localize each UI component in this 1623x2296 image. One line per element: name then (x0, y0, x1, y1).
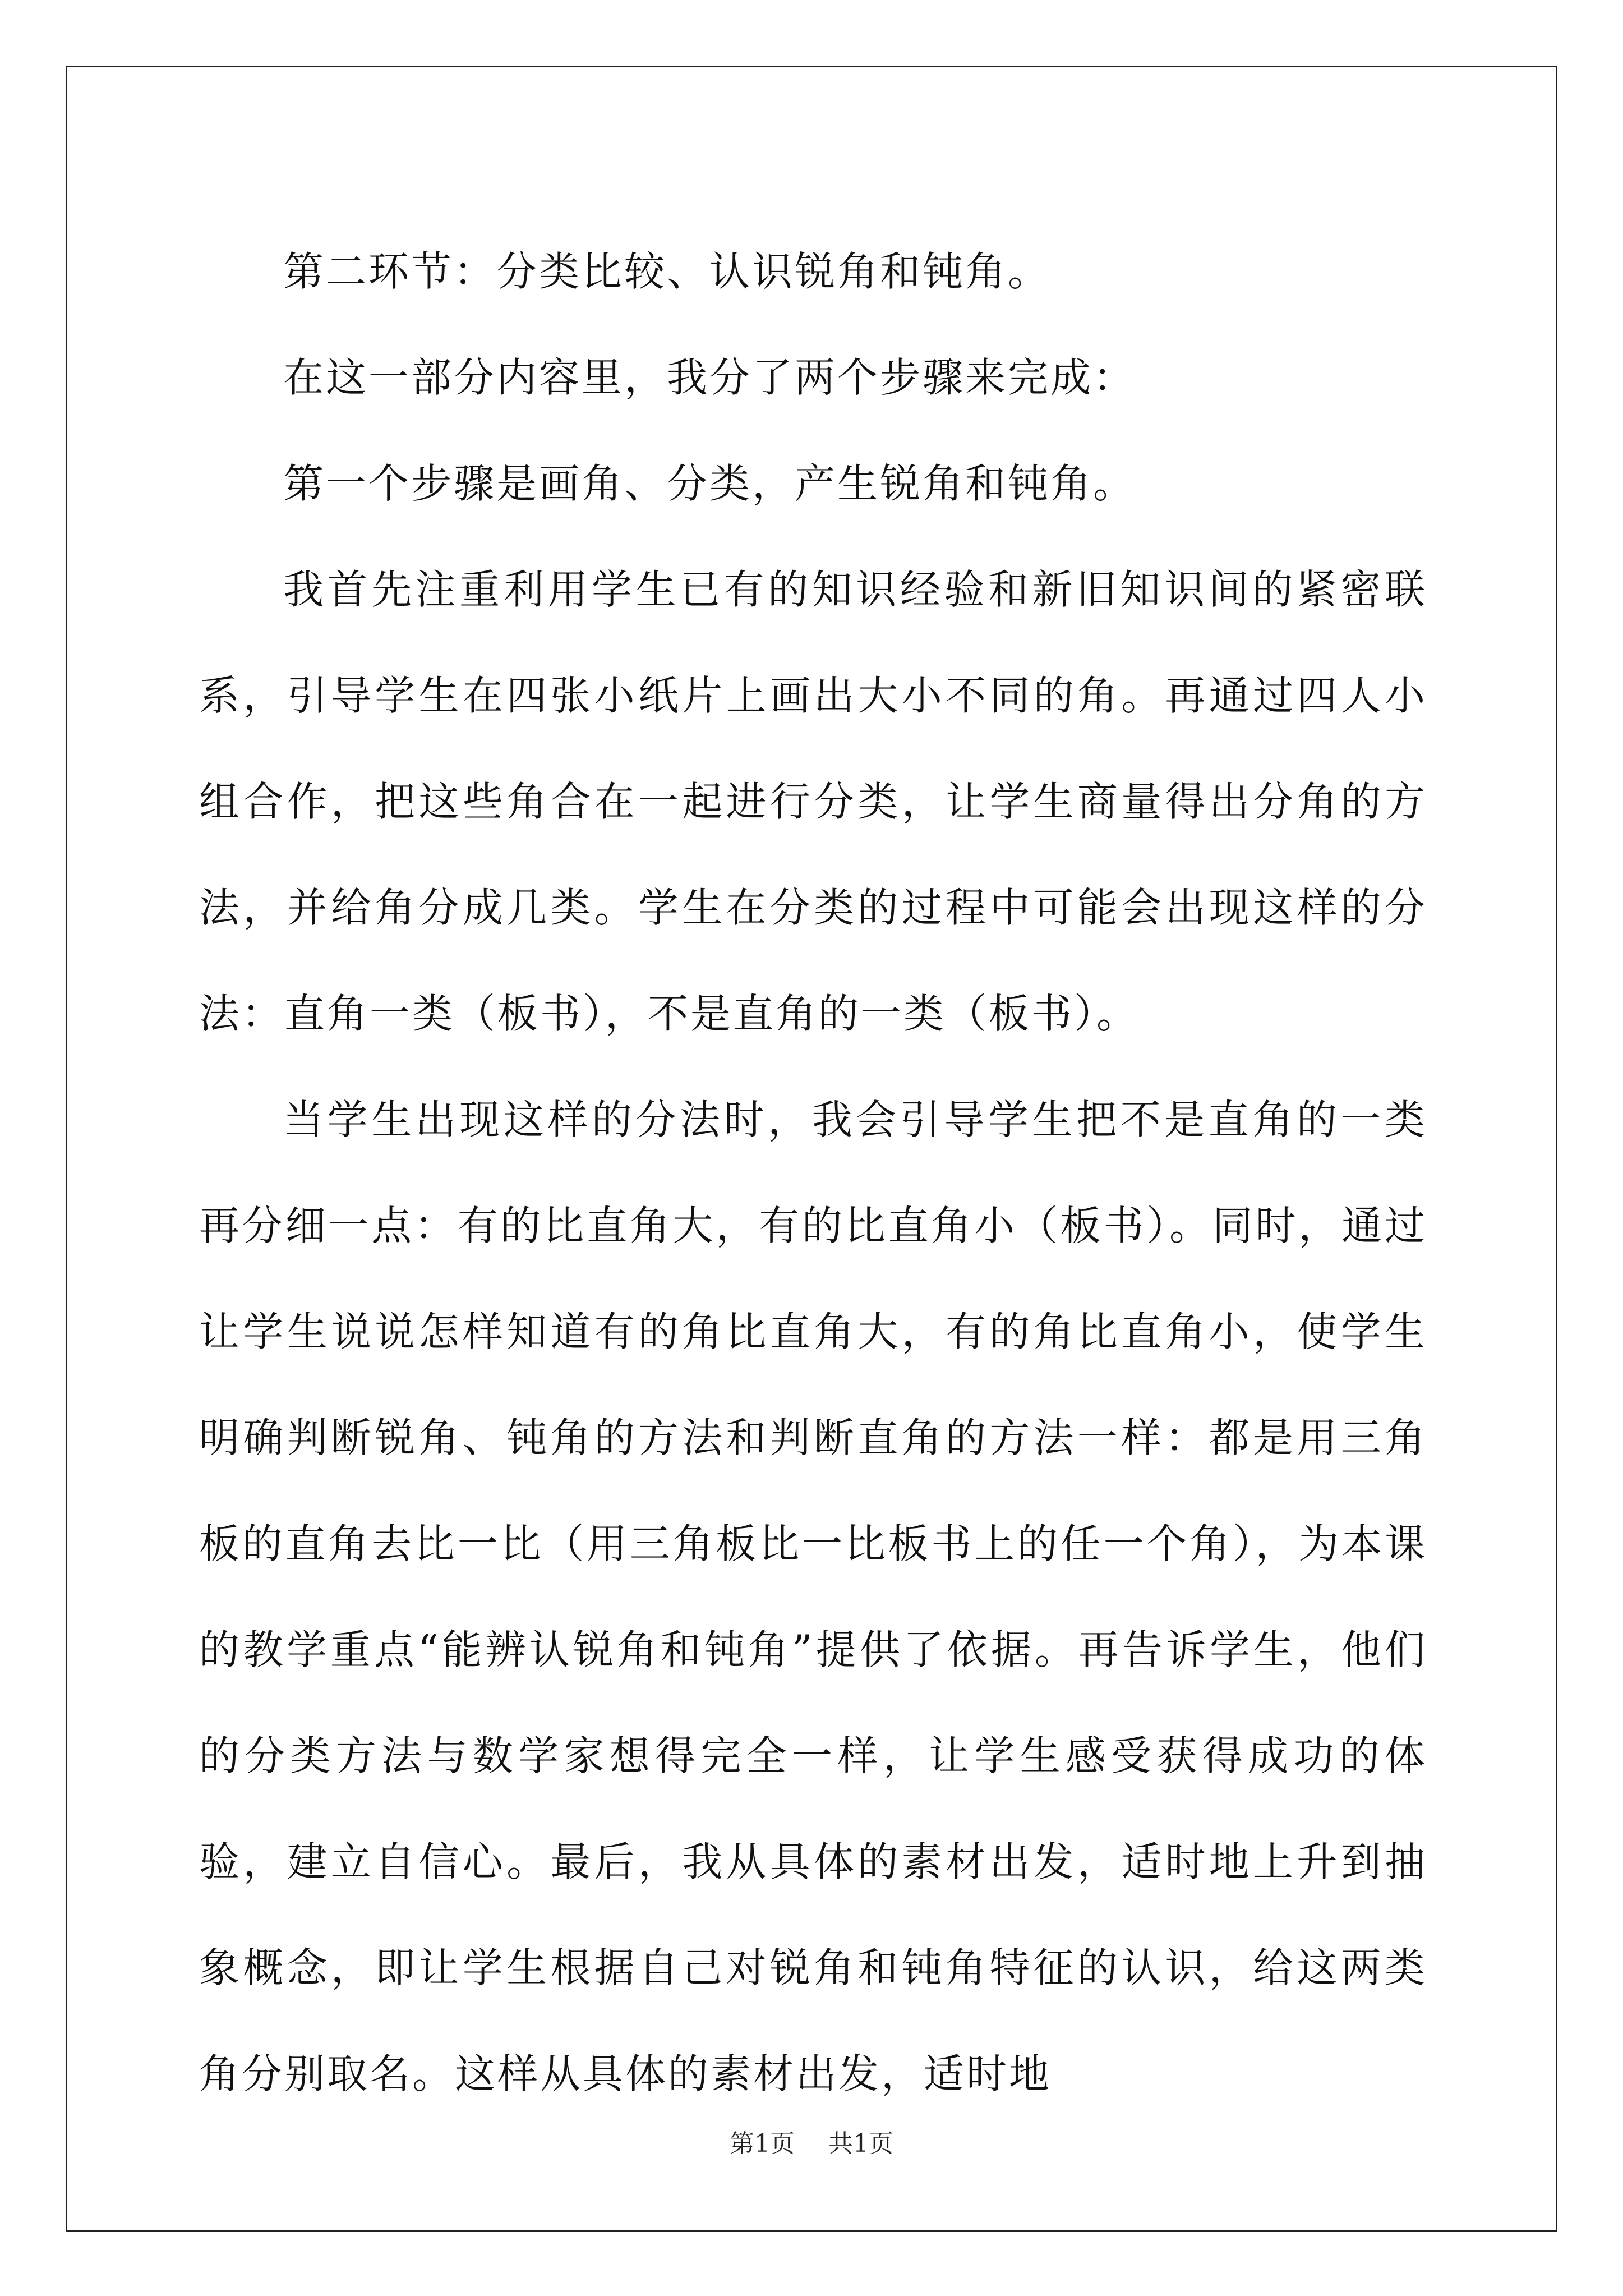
paragraph-2: 在这一部分内容里，我分了两个步骤来完成： (283, 354, 1136, 401)
page-number: 第1页 (730, 2129, 795, 2158)
page-footer (0, 2123, 1623, 2159)
paragraph-5: 当学生出现这样的分法时，我会引导学生把不是直角的一类再分细一点：有的比直角大，有的比直角小（板书）。同时，通过让学生说说怎样知道有的角比直角大，有的角比直角小，使学生明确判断锐角、钝角的方法和判断直角的方法一样：都是用三角板的直角去比一比（用三角板比一比板书上的任一个角），为本课的教学重点“能辨认锐角和钝角”提供了依据。再告诉学生，他们的分类方法与数学家想得完全一样，让学生感受获得成功的体验，建立自信心。最后，我从具体的素材出发，适时地上升到抽象概念，即让学生根据自己对锐角和钝角特征的认识，给这两类角分别取名。这样从具体的素材出发，适时地 (199, 1096, 1427, 2097)
page-total: 共1页 (828, 2129, 893, 2158)
paragraph-1: 第二环节：分类比较、认识锐角和钝角。 (283, 248, 1051, 295)
document-body (199, 219, 1427, 2127)
paragraph-3: 第一个步骤是画角、分类，产生锐角和钝角。 (283, 460, 1136, 507)
paragraph-4: 我首先注重利用学生已有的知识经验和新旧知识间的紧密联系，引导学生在四张小纸片上画出大小不同的角。再通过四人小组合作，把这些角合在一起进行分类，让学生商量得出分角的方法，并给角分成几类。学生在分类的过程中可能会出现这样的分法：直角一类（板书），不是直角的一类（板书）。 (199, 566, 1427, 1037)
